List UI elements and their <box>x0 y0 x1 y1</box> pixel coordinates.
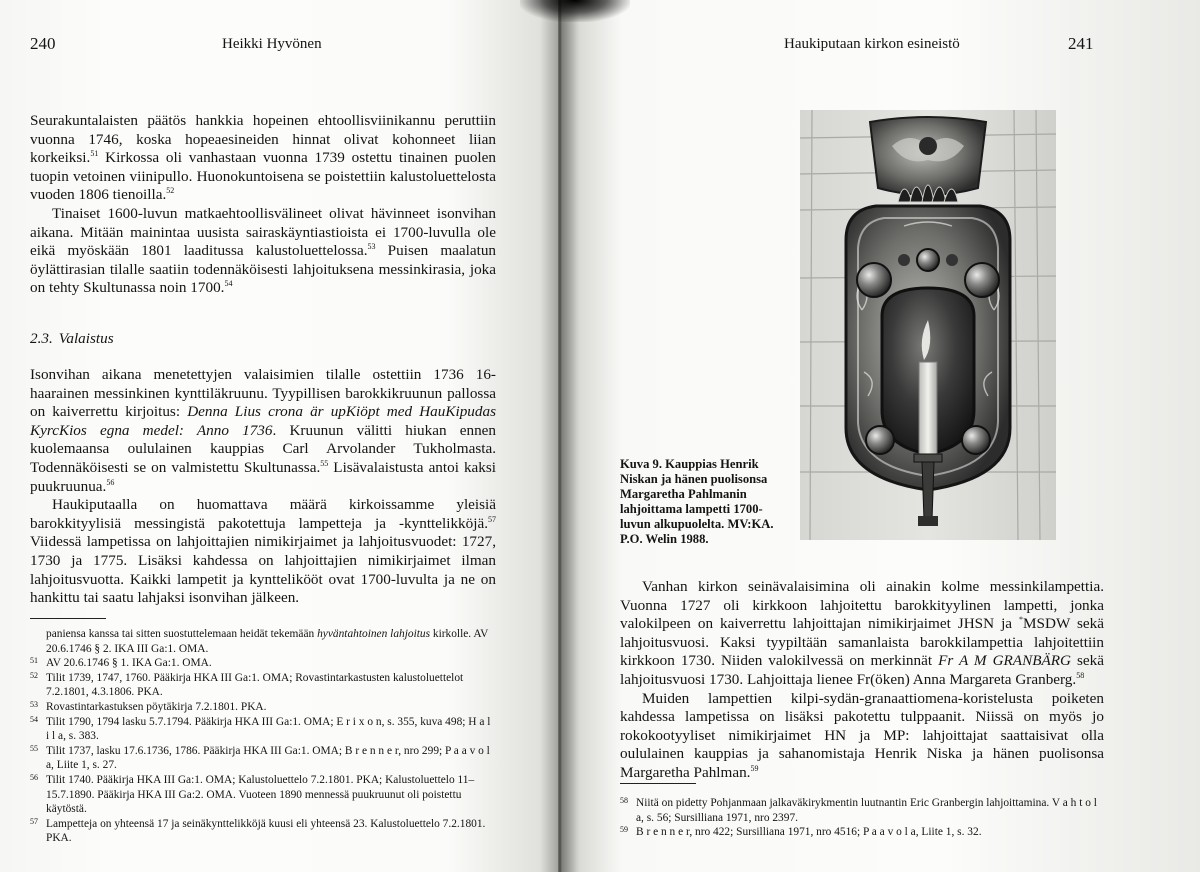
figure-caption: Kuva 9. Kauppias Henrik Niskan ja hänen puolisonsa Margaretha Pahlmanin lahjoittama lampetti 1700-luvun alkupuolelta. MV:KA. P.O. Welin 1988. <box>620 457 774 546</box>
section-heading <box>30 330 114 348</box>
page-number-right: 241 <box>1068 34 1094 53</box>
running-head-left: Heikki Hyvönen <box>222 36 322 52</box>
lampetti-photo <box>800 110 1056 540</box>
footnote-58: 58 Niitä on pidetty Pohjanmaan jalkaväkirykmentin luutnantin Eric Granbergin lahjoittamina. V a h t o l a, s. 56; Sursilliana 1971, nro 2397. <box>620 796 1097 824</box>
footnote-continued: paniensa kanssa tai sitten suostuttelemaan heidät tekemään hyväntahtoinen lahjoitus kirkolle. AV 20.6.1746 § 2. IKA III Ga:1. OMA. <box>46 628 489 655</box>
footnote-57: 57 Lampetteja on yhteensä 17 ja seinäkynttelikköjä kuusi eli yhteensä 23. Kalustoluettelo 7.2.1801. PKA. <box>30 816 486 845</box>
section-title: Valaistus <box>58 330 114 347</box>
footnotes-right <box>620 796 1104 840</box>
paragraph-4: Haukiputaalla on huomattava määrä kirkoissamme yleisiä barokkityylisiä messingistä pakotettuja lampetteja ja -kynttelikköjä.$^{57}$ Viidessä lampetissa on lahjoittajien nimikirjaimet ja lahjoitusvuodet: 1727, 1730 ja 1775. Lisäksi kahdessa on lahjoittajien nimikirjaimet ilman lahjoitusvuotta. Kaikki lampetit ja kynttelikööt ovat 1700-luvulta ja ne on hankittu tai saatu lahjaksi isonvihan jälkeen. <box>30 496 496 607</box>
paragraph-right-1: Vanhan kirkon seinävalaisimina oli ainakin kolme messinkilampettia. Vuonna 1727 oli kirkkoon lahjoitettu barokkityylinen lampetti, jonka valokilpeen on kaiverrettu lahjoittajan nimikirjaimet JHSN ja *MSDW sekä lahjoitusvuosi. Kaksi tyypiltään samanlaista barokkilampettia lahjoitettiin kirkkoon 1730. Niiden valokilvessä on merkinnät Fr A M GRANBÄRG sekä lahjoitusvuosi 1730. Lahjoittaja lienee Fr(öken) Anna Margareta Granberg.$^{58}$ <box>620 578 1105 688</box>
paragraph-1: Seurakuntalaisten päätös hankkia hopeinen ehtoollisviinikannu peruttiin vuonna 1746, koska hopeaesineiden hinnat olivat kohonneet liian korkeiksi.$^{51}$ Kirkossa oli vanhastaan vuonna 1739 ostettu tinainen puolen tuopin vetoinen viinipullo. Huonokuntoisena se poistettiin kalustoluettelosta vuoden 1806 tienoilla.$^{52}$ <box>30 112 496 204</box>
paragraph-right-2: Muiden lampettien kilpi-sydän-granaattiomena-koristelusta poiketen kahdessa lampetissa on lisäksi pakotettu tulppaanit. Niissä on myös jo rokokootyyliset nimikirjaimet HN ja MP: lahjoittajat saattaisivat olla oululainen kauppias ja sahanomistaja Henrik Niska ja hänen puolisonsa Margaretha Pahlman.$^{59}$ <box>620 689 1104 781</box>
body-text-right <box>620 578 1104 783</box>
footnote-rule-right <box>620 783 696 784</box>
sconce-crest <box>870 117 986 202</box>
sconce-image <box>800 110 1056 540</box>
spine-top-shadow <box>520 0 630 22</box>
right-page <box>558 0 1200 872</box>
paragraph-3: Isonvihan aikana menetettyjen valaisimien tilalle ostettiin 1736 16-haarainen messinkinen kynttiläkruunu. Tyypillisen barokkikruunun pallossa on kaiverrettu kirjoitus: Denna Lius crona är upKiöpt med HauKipudas KyrcKios egna medel: Anno 1736. Kruunun välitti hiukan ennen kuolemaansa oululainen kauppias Carl Arvolander Tukholmasta. Todennäköisesti se on valmistettu Skultunassa.$^{55}$ Lisävalaistusta antoi kaksi puukruunua.$^{56}$ <box>30 366 497 495</box>
body-text-section <box>30 366 496 608</box>
left-page <box>0 0 560 872</box>
footnote-53: 53 Rovastintarkastuksen pöytäkirja 7.2.1801. PKA. <box>30 699 267 713</box>
running-head-right: Haukiputaan kirkon esineistö <box>784 36 960 52</box>
footnote-56: 56 Tilit 1740. Pääkirja HKA III Ga:1. OMA; Kalustoluettelo 7.2.1801. PKA; Kalustoluettelo 11–15.7.1890. Pääkirja HKA III Ga:2. OMA. Vuoteen 1890 mennessä puukruunut oli poistettu käytöstä. <box>30 772 475 816</box>
footnote-54: 54 Tilit 1790, 1794 lasku 5.7.1794. Pääkirja HKA III Ga:1. OMA; E r i x o n, s. 355, kuva 498; H a l i l a, s. 383. <box>30 714 491 743</box>
footnote-rule-left <box>30 618 106 619</box>
body-text-top <box>30 112 496 298</box>
footnote-59: 59 B r e n n e r, nro 422; Sursilliana 1971, nro 4516; P a a v o l a, Liite 1, s. 32. <box>620 825 982 839</box>
paragraph-2: Tinaiset 1600-luvun matkaehtoollisvälineet olivat hävinneet isonvihan aikana. Mitään mainintaa uusista sairaskäyntiastioista ei 1700-luvulla ole eikä myöskään 1801 laaditussa kalustoluettelossa.$^{53}$ Puisen maalatun öylättirasian tilalle saatiin todennäköisesti lahjoituksena messinkirasia, joka on tehty Skultunassa noin 1700.54 <box>30 204 497 297</box>
footnote-52: 52 Tilit 1739, 1747, 1760. Pääkirja HKA III Ga:1. OMA; Rovastintarkastusten kalustoluettelot 7.2.1801, 4.3.1806. PKA. <box>30 670 464 699</box>
section-number: 2.3. <box>30 330 53 347</box>
footnote-51: 51 AV 20.6.1746 § 1. IKA Ga:1. OMA. <box>30 656 212 670</box>
footnote-55: 55 Tilit 1737, lasku 17.6.1736, 1786. Pääkirja HKA III Ga:1. OMA; B r e n n e r, nro 299; P a a v o l a, Liite 1, s. 27. <box>30 743 490 772</box>
footnotes-left <box>30 627 496 846</box>
page-number-left: 240 <box>30 34 56 53</box>
